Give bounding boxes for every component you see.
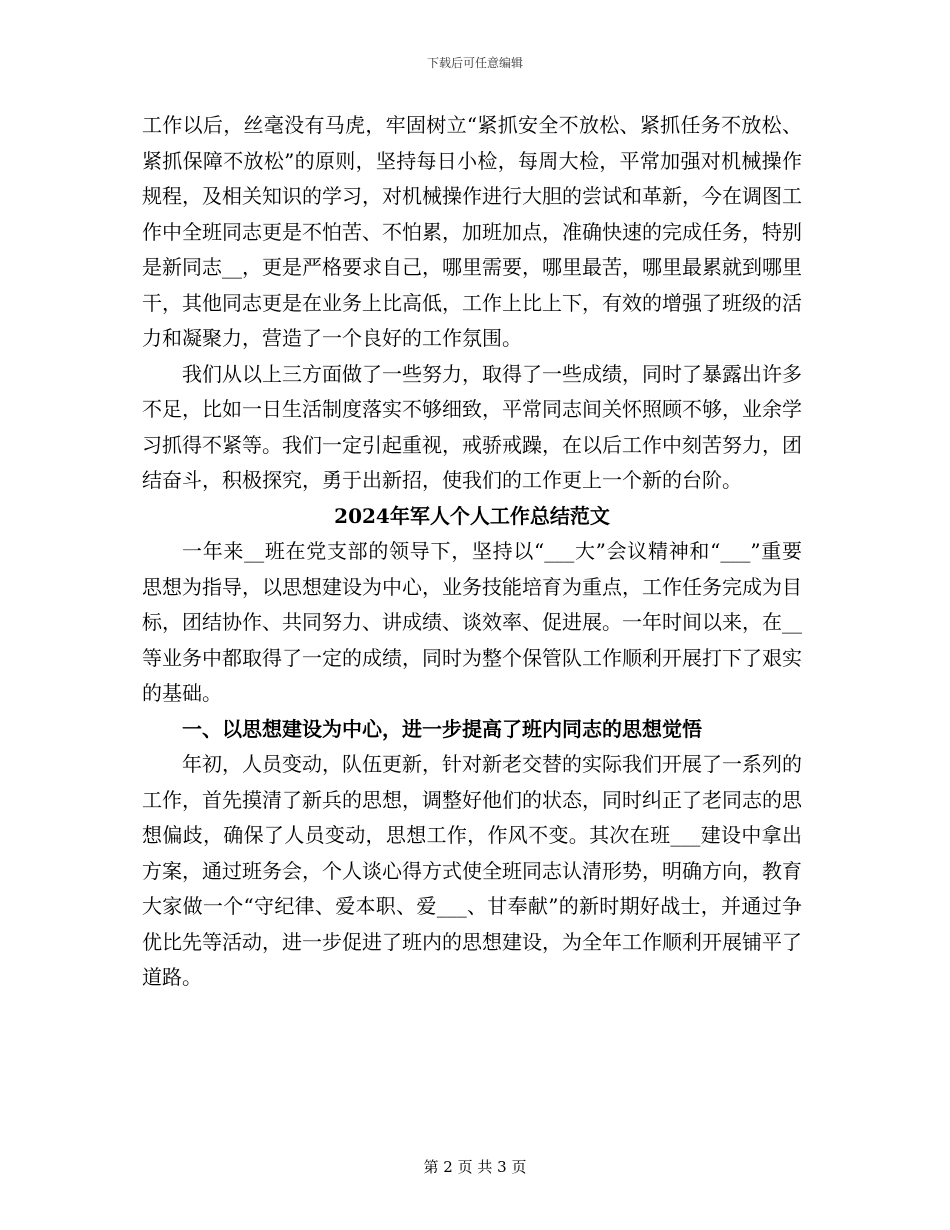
paragraph-summary: 我们从以上三方面做了一些努力，取得了一些成绩，同时了暴露出许多不足，比如一日生活制度落实不够细致，平常同志间关怀照顾不够，业余学习抓得不紧等。我们一定引起重视，戒骄戒躁，在以后工作中刻苦努力，团结奋斗，积极探究，勇于出新招，使我们的工作更上一个新的台阶。 bbox=[142, 361, 802, 492]
section-heading: 一、以思想建设为中心，进一步提高了班内同志的思想觉悟 bbox=[182, 716, 702, 741]
paragraph-continuation: 工作以后，丝毫没有马虎，牢固树立“紧抓安全不放松、紧抓任务不放松、紧抓保障不放松”的原则，坚持每日小检，每周大检，平常加强对机械操作规程，及相关知识的学习，对机械操作进行大胆的尝试和革新，今在调图工作中全班同志更是不怕苦、不怕累，加班加点，准确快速的完成任务，特别是新同志__，更是严格要求自己，哪里需要，哪里最苦，哪里最累就到哪里干，其他同志更是在业务上比高低，工作上比上下，有效的增强了班级的活力和凝聚力，营造了一个良好的工作氛围。 bbox=[142, 113, 802, 350]
document-body bbox=[142, 108, 802, 996]
paragraph-intro: 一年来__班在党支部的领导下，坚持以“___大”会议精神和“___”重要思想为指导，以思想建设为中心，业务技能培育为重点，工作任务完成为目标，团结协作、共同努力、讲成绩、谈效率、促进展。一年时间以来，在__等业务中都取得了一定的成绩，同时为整个保管队工作顺利开展打下了艰实的基础。 bbox=[142, 539, 802, 705]
page-header: 下载后可任意编辑 bbox=[426, 56, 523, 70]
document-title: 2024年军人个人工作总结范文 bbox=[334, 503, 610, 528]
page-footer: 第 2 页 共 3 页 bbox=[423, 1158, 527, 1176]
paragraph-section-body: 年初，人员变动，队伍更新，针对新老交替的实际我们开展了一系列的工作，首先摸清了新兵的思想，调整好他们的状态，同时纠正了老同志的思想偏歧，确保了人员变动，思想工作，作风不变。其次在班___建设中拿出方案，通过班务会，个人谈心得方式使全班同志认清形势，明确方向，教育大家做一个“守纪律、爱本职、爱___、甘奉献”的新时期好战士，并通过争优比先等活动，进一步促进了班内的思想建设，为全年工作顺利开展铺平了道路。 bbox=[142, 752, 802, 989]
